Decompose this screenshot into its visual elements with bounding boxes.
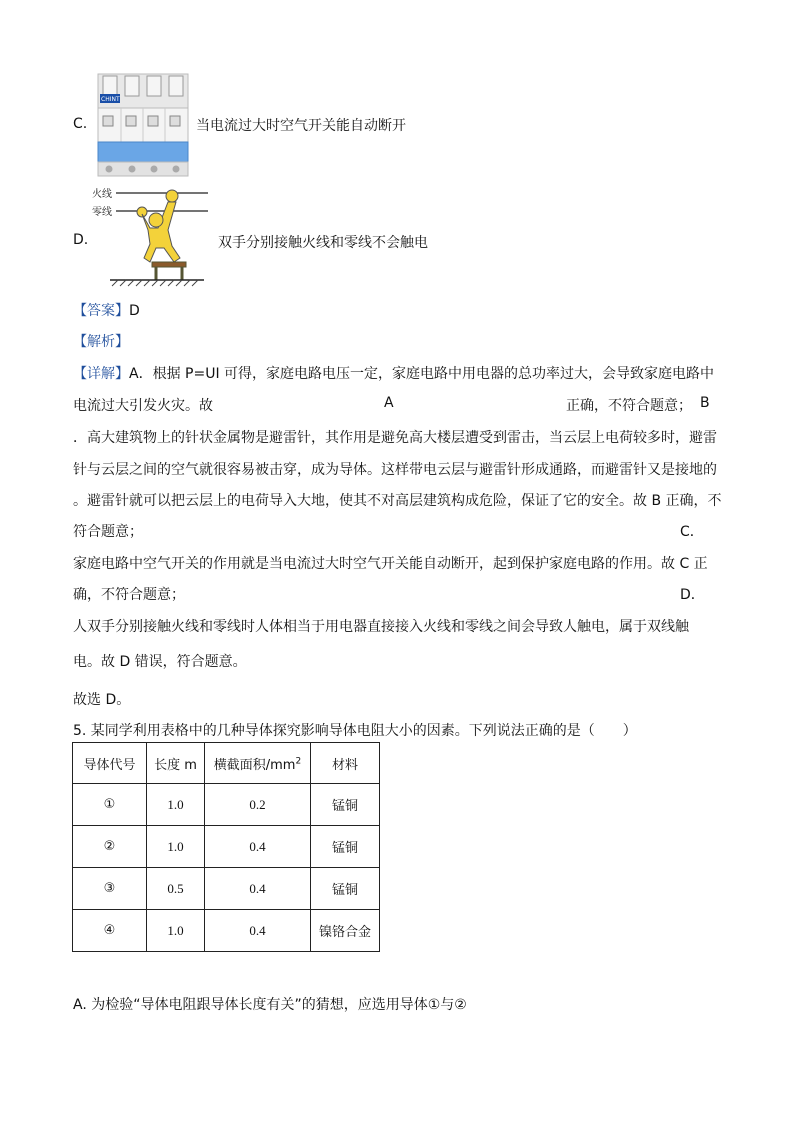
detail-line-8: 确，不符合题意；	[73, 587, 185, 603]
analysis-line	[73, 331, 129, 351]
detail-line-2-a: A	[384, 395, 394, 411]
option-c-text: 当电流过大时空气开关能自动断开	[196, 118, 406, 134]
detail-line-7: 家庭电路中空气开关的作用就是当电流过大时空气开关能自动断开，起到保护家庭电路的作用。故 C 正	[73, 556, 708, 572]
header-code: 导体代号	[73, 743, 147, 784]
table-header-row	[73, 743, 380, 784]
breaker-brand-text: CHINT	[101, 96, 120, 103]
detail-line-9: 人双手分别接触火线和零线时人体相当于用电器直接接入火线和零线之间会导致人触电，属于双线触	[73, 619, 689, 635]
electrocution-figure-image	[92, 184, 214, 288]
detail-line-8-d: D．	[680, 587, 705, 603]
live-wire-label: 火线	[92, 189, 112, 200]
table-row: ④ 1.0 0.4 镍铬合金	[73, 910, 380, 952]
option-d-text: 双手分别接触火线和零线不会触电	[218, 235, 428, 251]
detail-line-2: 电流过大引发火灾。故	[73, 398, 213, 414]
header-length: 长度 m	[147, 743, 205, 784]
analysis-label: 【解析】	[73, 334, 129, 350]
table-row: ③ 0.5 0.4 锰铜	[73, 868, 380, 910]
table-row: ② 1.0 0.4 锰铜	[73, 826, 380, 868]
circuit-breaker-image	[95, 72, 191, 178]
neutral-wire-label: 零线	[92, 207, 112, 218]
detail-line-3: ．高大建筑物上的针状金属物是避雷针，其作用是避免高大楼层遭受到雷击，当云层上电荷较多时，避雷	[73, 430, 717, 446]
detail-label: 【详解】	[73, 366, 129, 382]
option-d-letter: D.	[73, 232, 89, 248]
conductor-table	[72, 742, 380, 952]
detail-line-4: 针与云层之间的空气就很容易被击穿，成为导体。这样带电云层与避雷针形成通路，而避雷针又是接地的	[73, 462, 717, 478]
answer-label: 【答案】	[73, 303, 129, 319]
question-5-option-a: A. 为检验“导体电阻跟导体长度有关”的猜想，应选用导体①与②	[73, 997, 467, 1013]
detail-line-2-b: B	[700, 395, 710, 411]
table-row: ① 1.0 0.2 锰铜	[73, 784, 380, 826]
detail-line-6-c: C．	[680, 524, 704, 540]
header-area: 横截面积$/mm^2$	[205, 743, 311, 784]
answer-value: D	[129, 303, 140, 319]
detail-line-2-tail: 正确，不符合题意；	[566, 398, 692, 414]
conclusion: 故选 D。	[73, 692, 131, 708]
detail-line-1: 【详解】A．根据 P=UI 可得，家庭电路电压一定，家庭电路中用电器的总功率过大，会导致家庭电路中	[73, 366, 715, 382]
question-5-stem: 5. 某同学利用表格中的几种导体探究影响导体电阻大小的因素。下列说法正确的是（ ）	[73, 723, 637, 739]
header-material: 材料	[311, 743, 380, 784]
detail-line-5: 。避雷针就可以把云层上的电荷导入大地，使其不对高层建筑构成危险，保证了它的安全。故 B 正确，不	[73, 493, 722, 509]
answer-line	[73, 300, 140, 320]
option-c-letter: C.	[73, 116, 88, 132]
detail-line-10: 电。故 D 错误，符合题意。	[73, 654, 247, 670]
detail-line-6: 符合题意；	[73, 524, 143, 540]
